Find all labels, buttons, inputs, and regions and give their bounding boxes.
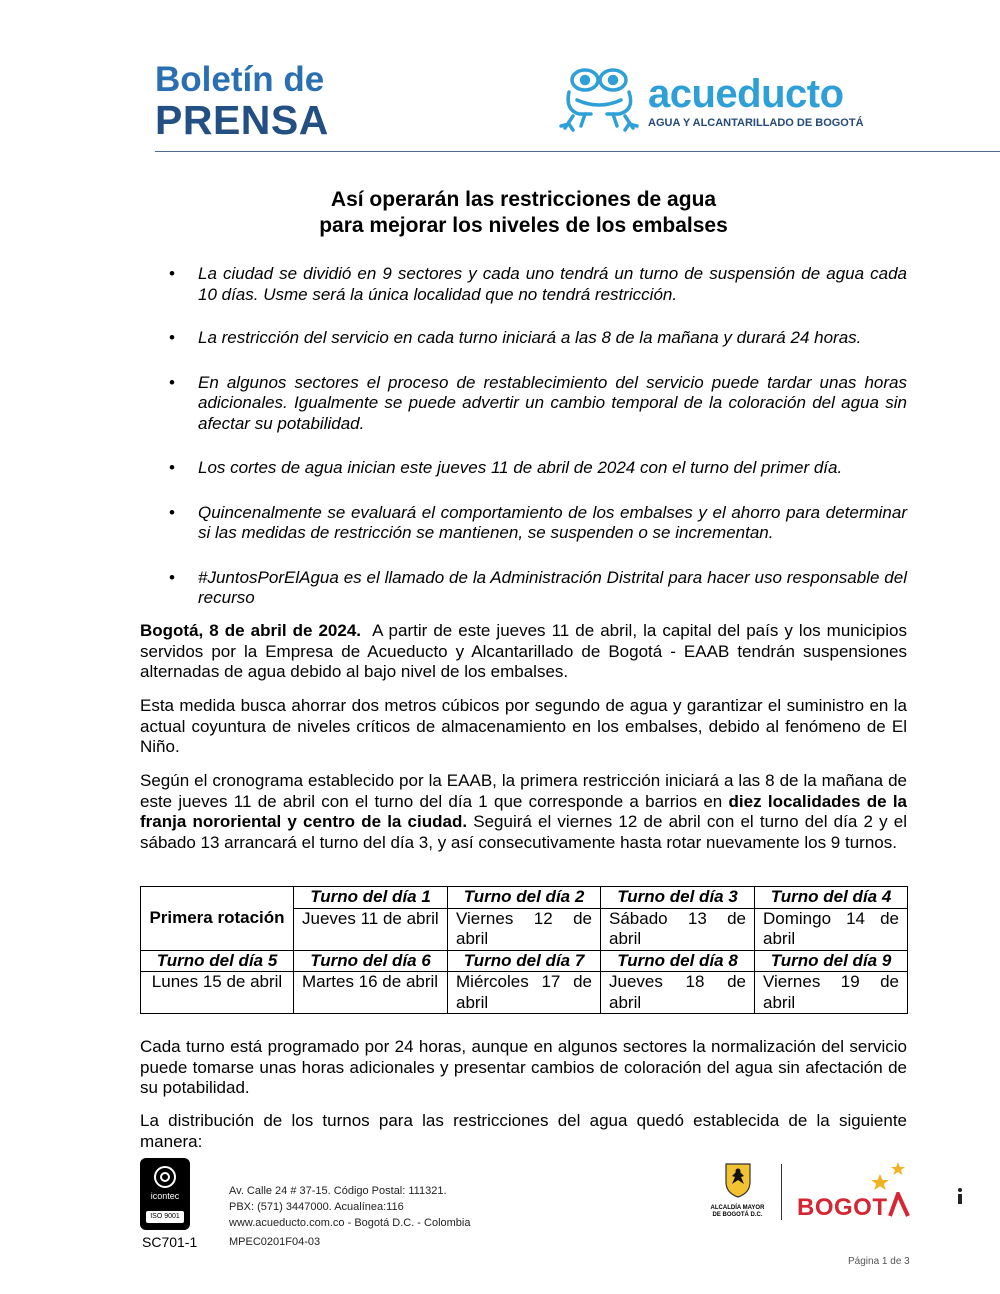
- intro-text: A partir de este jueves 11 de abril, la capital del país y los municipios servidos por la Empresa de Acueducto y Alcantarillado de Bogotá - EAAB tendrán suspensiones alternadas de agua debido al bajo nivel de los embalses.: [140, 621, 912, 681]
- dateline: Bogotá, 8 de abril de 2024.: [140, 621, 361, 640]
- table-date-cell: Jueves 11 de abril: [294, 908, 448, 950]
- page-number: Página 1 de 3: [848, 1256, 910, 1267]
- bullet-item: [140, 373, 907, 435]
- alcaldia-logo: [695, 1162, 780, 1219]
- paragraph-intro: [140, 621, 912, 683]
- table-header-cell: Turno del día 5: [141, 950, 294, 972]
- table-row: [141, 950, 908, 972]
- certificate-code: SC701-1: [142, 1234, 198, 1250]
- table-row: [141, 887, 908, 909]
- bullet-item: [140, 328, 907, 349]
- table-date-cell: Martes 16 de abril: [294, 972, 448, 1014]
- schedule-text-bold: diez localidades de la franja nororiental y centro de la ciudad.: [140, 791, 907, 831]
- schedule-text-b: Seguirá el viernes 12 de abril con el turno del día 2 y el sábado 13 arrancará el turno del día 3, y así consecutivamente hasta rotar nuevamente los 9 turnos.: [140, 812, 907, 852]
- alcaldia-name: [695, 1205, 780, 1219]
- bullet-text: Los cortes de agua inician este jueves 11 de abril de 2024 con el turno del primer día.: [198, 458, 843, 477]
- bullet-text: En algunos sectores el proceso de restablecimiento del servicio puede tardar unas horas adicionales. Igualmente se puede advertir un cambio temporal de la coloración del agua sin afectar su potabilidad.: [198, 372, 907, 433]
- icontec-badge: [140, 1158, 190, 1230]
- bullet-text: La ciudad se dividió en 9 sectores y cada uno tendrá un turno de suspensión de agua cada 10 días. Usme será la única localidad que no tendrá restricción.: [198, 264, 907, 304]
- icontec-name: icontec: [150, 1191, 180, 1201]
- acueducto-logo: [555, 66, 915, 136]
- paragraph-schedule: [140, 771, 907, 853]
- bullet-item: [140, 264, 907, 305]
- form-code: MPEC0201F04-03: [229, 1236, 321, 1248]
- bogota-word: BOGOT: [797, 1194, 888, 1221]
- coat-of-arms-icon: [723, 1162, 753, 1198]
- schedule-text-a: Según el cronograma establecido por la EAAB, la primera restricción iniciará a las 8 de la mañana de este jueves 11 de abril con el turno del día 1 que corresponde a barrios en: [140, 771, 907, 811]
- table-date-cell: Sábado 13 de abril: [601, 908, 755, 950]
- table-header-cell: Turno del día 8: [601, 950, 755, 972]
- rotation-table: [140, 886, 908, 1014]
- header-divider: [155, 151, 1000, 152]
- table-date-cell: Viernes 19 de abril: [755, 972, 908, 1014]
- iso-label: ISO 9001: [146, 1211, 184, 1223]
- alcaldia-line1: ALCALDÍA MAYOR: [710, 1205, 765, 1211]
- bullet-item: [140, 458, 907, 479]
- table-date-cell: Miércoles 17 de abril: [448, 972, 601, 1014]
- table-header-cell: Turno del día 2: [448, 887, 601, 909]
- key-points-list: [140, 264, 907, 609]
- bullet-text: Quincenalmente se evaluará el comportamiento de los embalses y el ahorro para determinar si las medidas de restricción se mantienen, se suspenden o se incrementan.: [198, 502, 907, 542]
- table-header-cell: Turno del día 6: [294, 950, 448, 972]
- boletin-line2: PRENSA: [155, 97, 329, 143]
- table-header-cell: Turno del día 4: [755, 887, 908, 909]
- table-date-cell: Viernes 12 de abril: [448, 908, 601, 950]
- bullet-dot-icon: •: [169, 328, 175, 347]
- bullet-dot-icon: •: [169, 372, 175, 392]
- table-header-cell: Turno del día 3: [601, 887, 755, 909]
- table-date-cell: Lunes 15 de abril: [141, 972, 294, 1014]
- contact-info: [229, 1183, 471, 1231]
- document-title: [140, 187, 907, 239]
- table-date-cell: Jueves 18 de abril: [601, 972, 755, 1014]
- stars-icon: [868, 1160, 910, 1194]
- frog-icon: [555, 66, 643, 132]
- title-line2: para mejorar los niveles de los embalses: [319, 214, 728, 237]
- bullet-item: [140, 503, 907, 544]
- alcaldia-line2: DE BOGOTÁ D.C.: [712, 1212, 763, 1218]
- rotation-label: Primera rotación: [141, 887, 294, 951]
- logo-sub-city: BOGOTÁ: [815, 117, 864, 129]
- table-header-cell: Turno del día 9: [755, 950, 908, 972]
- bogota-a-mark-icon: [888, 1192, 910, 1218]
- table-header-cell: Turno del día 1: [294, 887, 448, 909]
- paragraph-measure: Esta medida busca ahorrar dos metros cúbicos por segundo de agua y garantizar el suministro en la actual coyuntura de niveles críticos de almacenamiento en los embalses, debido al fenómeno de El Niño.: [140, 696, 907, 756]
- web-line: www.acueducto.com.co - Bogotá D.C. - Colombia: [229, 1217, 471, 1229]
- bullet-text: La restricción del servicio en cada turno iniciará a las 8 de la mañana y durará 24 horas.: [198, 328, 862, 347]
- boletin-title: [155, 62, 329, 141]
- table-date-cell: Domingo 14 de abril: [755, 908, 908, 950]
- paragraph-distribution: La distribución de los turnos para las restricciones del agua quedó establecida de la siguiente manera:: [140, 1111, 907, 1151]
- bullet-text: #JuntosPorElAgua es el llamado de la Administración Distrital para hacer uso responsable del recurso: [198, 567, 907, 607]
- table-row: [141, 972, 908, 1014]
- logo-wordmark: acueducto: [648, 72, 844, 116]
- title-line1: Así operarán las restricciones de agua: [330, 188, 717, 211]
- bullet-item: [140, 568, 907, 609]
- footer-logo-divider: [781, 1164, 782, 1220]
- address-line: Av. Calle 24 # 37-15. Código Postal: 111321.: [229, 1185, 447, 1197]
- icontec-ring-icon: [154, 1166, 176, 1188]
- table-header-cell: Turno del día 7: [448, 950, 601, 972]
- logo-subtitle: [648, 117, 864, 129]
- bullet-dot-icon: •: [169, 567, 175, 587]
- paragraph-duration: Cada turno está programado por 24 horas, aunque en algunos sectores la normalización del servicio puede tomarse unas horas adicionales y presentar cambios de coloración del agua sin afectación de su potabilidad.: [140, 1037, 907, 1097]
- bullet-dot-icon: •: [169, 264, 175, 283]
- bullet-dot-icon: •: [169, 458, 175, 477]
- phone-line: PBX: (571) 3447000. Acualínea:116: [229, 1201, 404, 1213]
- bogota-brand: [797, 1192, 910, 1222]
- bullet-dot-icon: •: [169, 502, 175, 522]
- logo-sub-prefix: AGUA Y ALCANTARILLADO DE: [648, 117, 816, 129]
- vertical-mark-icon: [955, 1178, 965, 1208]
- boletin-line1: Boletín de: [155, 60, 325, 99]
